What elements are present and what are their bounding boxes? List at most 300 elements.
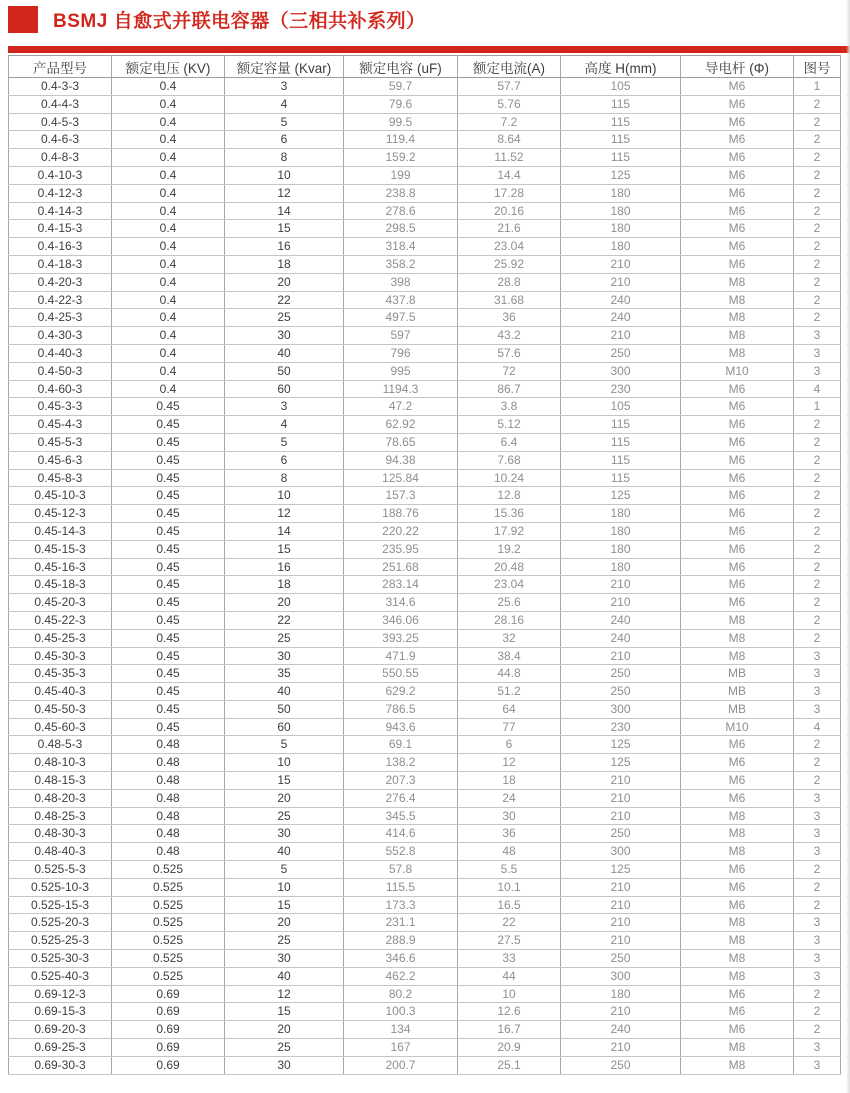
table-cell: 32: [458, 629, 561, 647]
table-cell: 57.8: [344, 861, 458, 879]
table-cell: 0.45: [112, 683, 225, 701]
table-cell: 2: [794, 1021, 841, 1039]
table-cell: 10: [225, 878, 344, 896]
table-cell: 3: [794, 700, 841, 718]
column-header: 产品型号: [9, 56, 112, 78]
table-cell: 40: [225, 344, 344, 362]
table-cell: 210: [561, 255, 681, 273]
table-row: [9, 789, 841, 807]
table-cell: 0.525-30-3: [9, 950, 112, 968]
table-body: [9, 78, 841, 1075]
column-header: 图号: [794, 56, 841, 78]
table-cell: 1: [794, 78, 841, 96]
table-cell: 7.68: [458, 451, 561, 469]
table-row: [9, 184, 841, 202]
table-cell: M6: [681, 416, 794, 434]
table-cell: 125: [561, 736, 681, 754]
table-cell: 0.45: [112, 487, 225, 505]
table-row: [9, 505, 841, 523]
column-header: 高度 H(mm): [561, 56, 681, 78]
table-cell: 5.5: [458, 861, 561, 879]
table-cell: 2: [794, 505, 841, 523]
table-cell: 3: [794, 950, 841, 968]
table-cell: 0.45-6-3: [9, 451, 112, 469]
table-row: [9, 647, 841, 665]
table-cell: 210: [561, 807, 681, 825]
table-cell: 5.76: [458, 95, 561, 113]
table-cell: 50: [225, 700, 344, 718]
table-cell: 16: [225, 238, 344, 256]
table-cell: M8: [681, 291, 794, 309]
table-cell: 0.4: [112, 255, 225, 273]
table-cell: M6: [681, 131, 794, 149]
table-cell: 57.7: [458, 78, 561, 96]
table-cell: 0.69: [112, 985, 225, 1003]
table-cell: M6: [681, 1003, 794, 1021]
table-cell: 25.92: [458, 255, 561, 273]
table-cell: 3: [794, 914, 841, 932]
table-row: [9, 78, 841, 96]
table-cell: 79.6: [344, 95, 458, 113]
table-cell: 78.65: [344, 433, 458, 451]
table-cell: 2: [794, 576, 841, 594]
table-cell: 0.69: [112, 1039, 225, 1057]
table-cell: 16.5: [458, 896, 561, 914]
table-cell: 0.69-25-3: [9, 1039, 112, 1057]
table-row: [9, 433, 841, 451]
table-cell: 17.92: [458, 522, 561, 540]
table-cell: 276.4: [344, 789, 458, 807]
table-cell: 157.3: [344, 487, 458, 505]
table-cell: M8: [681, 807, 794, 825]
table-cell: M6: [681, 558, 794, 576]
table-cell: 15: [225, 220, 344, 238]
table-cell: M6: [681, 113, 794, 131]
table-row: [9, 327, 841, 345]
table-cell: 0.45-50-3: [9, 700, 112, 718]
table-cell: 0.69-20-3: [9, 1021, 112, 1039]
table-cell: 497.5: [344, 309, 458, 327]
table-cell: 550.55: [344, 665, 458, 683]
table-cell: 0.4: [112, 220, 225, 238]
table-cell: 250: [561, 665, 681, 683]
table-cell: 0.525: [112, 932, 225, 950]
table-row: [9, 1039, 841, 1057]
table-cell: M10: [681, 718, 794, 736]
table-cell: 20: [225, 789, 344, 807]
table-cell: M6: [681, 255, 794, 273]
table-cell: M8: [681, 647, 794, 665]
table-cell: 358.2: [344, 255, 458, 273]
table-cell: 0.45-20-3: [9, 594, 112, 612]
table-cell: 25: [225, 1039, 344, 1057]
table-cell: 180: [561, 522, 681, 540]
table-cell: 0.4-60-3: [9, 380, 112, 398]
table-cell: M8: [681, 327, 794, 345]
table-cell: 50: [225, 362, 344, 380]
table-cell: 210: [561, 647, 681, 665]
table-cell: 0.69: [112, 1056, 225, 1074]
table-cell: 0.525-20-3: [9, 914, 112, 932]
table-cell: 251.68: [344, 558, 458, 576]
column-header: 额定电压 (KV): [112, 56, 225, 78]
table-row: [9, 772, 841, 790]
table-cell: 30: [225, 1056, 344, 1074]
table-cell: M6: [681, 754, 794, 772]
table-cell: 0.45: [112, 629, 225, 647]
table-cell: 20: [225, 1021, 344, 1039]
table-row: [9, 1021, 841, 1039]
table-cell: 0.4-12-3: [9, 184, 112, 202]
column-header: 导电杆 (Φ): [681, 56, 794, 78]
table-cell: 0.45-40-3: [9, 683, 112, 701]
table-cell: M8: [681, 932, 794, 950]
table-cell: M8: [681, 1039, 794, 1057]
table-cell: M10: [681, 362, 794, 380]
table-cell: 115: [561, 451, 681, 469]
table-row: [9, 736, 841, 754]
table-cell: 12: [225, 505, 344, 523]
table-cell: 210: [561, 789, 681, 807]
table-cell: 210: [561, 932, 681, 950]
table-cell: 462.2: [344, 967, 458, 985]
table-cell: 3: [794, 327, 841, 345]
table-cell: 15: [225, 540, 344, 558]
table-cell: M6: [681, 380, 794, 398]
table-cell: 180: [561, 985, 681, 1003]
table-cell: 3: [794, 1056, 841, 1074]
table-cell: M6: [681, 451, 794, 469]
table-row: [9, 665, 841, 683]
table-cell: 8: [225, 149, 344, 167]
table-cell: 0.525: [112, 950, 225, 968]
table-cell: 210: [561, 1039, 681, 1057]
table-row: [9, 1056, 841, 1074]
table-cell: 207.3: [344, 772, 458, 790]
table-cell: 0.45: [112, 594, 225, 612]
table-cell: 345.5: [344, 807, 458, 825]
table-cell: 125: [561, 861, 681, 879]
table-row: [9, 558, 841, 576]
table-cell: 21.6: [458, 220, 561, 238]
table-cell: 0.525-5-3: [9, 861, 112, 879]
table-row: [9, 896, 841, 914]
table-cell: 180: [561, 202, 681, 220]
table-row: [9, 238, 841, 256]
table-cell: 3: [794, 789, 841, 807]
table-cell: 30: [225, 825, 344, 843]
column-header: 额定电容 (uF): [344, 56, 458, 78]
table-cell: 0.45: [112, 469, 225, 487]
table-cell: 0.525: [112, 896, 225, 914]
table-cell: 2: [794, 985, 841, 1003]
table-cell: 2: [794, 184, 841, 202]
table-cell: 180: [561, 238, 681, 256]
table-cell: 0.45-22-3: [9, 611, 112, 629]
table-cell: 20.48: [458, 558, 561, 576]
table-cell: 230: [561, 718, 681, 736]
table-row: [9, 202, 841, 220]
table-cell: 14: [225, 522, 344, 540]
table-cell: 0.4-50-3: [9, 362, 112, 380]
table-cell: 0.45: [112, 433, 225, 451]
table-cell: M6: [681, 540, 794, 558]
table-cell: 250: [561, 683, 681, 701]
table-cell: 2: [794, 772, 841, 790]
table-cell: 159.2: [344, 149, 458, 167]
table-cell: 33: [458, 950, 561, 968]
table-cell: 2: [794, 416, 841, 434]
table-cell: 2: [794, 131, 841, 149]
table-cell: M6: [681, 594, 794, 612]
table-cell: M6: [681, 1021, 794, 1039]
table-cell: 0.4-20-3: [9, 273, 112, 291]
table-cell: 16: [225, 558, 344, 576]
table-cell: 0.48: [112, 736, 225, 754]
table-cell: 0.45-30-3: [9, 647, 112, 665]
table-cell: 398: [344, 273, 458, 291]
table-cell: 47.2: [344, 398, 458, 416]
table-cell: 0.4-15-3: [9, 220, 112, 238]
table-cell: M6: [681, 505, 794, 523]
table-cell: 2: [794, 594, 841, 612]
table-cell: 3: [794, 932, 841, 950]
table-cell: 200.7: [344, 1056, 458, 1074]
table-cell: 2: [794, 166, 841, 184]
table-row: [9, 344, 841, 362]
table-cell: 180: [561, 505, 681, 523]
table-cell: 180: [561, 558, 681, 576]
table-cell: 0.4: [112, 166, 225, 184]
table-row: [9, 398, 841, 416]
table-row: [9, 683, 841, 701]
table-cell: 0.48: [112, 772, 225, 790]
table-cell: 3: [794, 362, 841, 380]
table-cell: 3: [794, 1039, 841, 1057]
table-cell: M8: [681, 967, 794, 985]
table-cell: M6: [681, 184, 794, 202]
table-cell: 115: [561, 95, 681, 113]
table-cell: 0.45: [112, 718, 225, 736]
table-cell: 250: [561, 825, 681, 843]
table-cell: 0.45-15-3: [9, 540, 112, 558]
page-header: [8, 6, 426, 33]
table-cell: 115: [561, 131, 681, 149]
table-cell: 0.48: [112, 825, 225, 843]
table-cell: 0.525-25-3: [9, 932, 112, 950]
table-cell: M6: [681, 896, 794, 914]
table-cell: 0.525-15-3: [9, 896, 112, 914]
table-row: [9, 700, 841, 718]
table-cell: 115.5: [344, 878, 458, 896]
table-row: [9, 131, 841, 149]
table-cell: 2: [794, 291, 841, 309]
table-cell: 24: [458, 789, 561, 807]
table-cell: 30: [225, 950, 344, 968]
table-cell: 629.2: [344, 683, 458, 701]
table-cell: 0.4-4-3: [9, 95, 112, 113]
table-cell: M8: [681, 843, 794, 861]
table-cell: 3: [794, 344, 841, 362]
table-cell: 0.4: [112, 184, 225, 202]
table-cell: 11.52: [458, 149, 561, 167]
table-cell: 0.45-25-3: [9, 629, 112, 647]
table-cell: 0.48-25-3: [9, 807, 112, 825]
table-cell: 64: [458, 700, 561, 718]
table-cell: 0.4: [112, 149, 225, 167]
table-cell: 283.14: [344, 576, 458, 594]
table-row: [9, 451, 841, 469]
table-cell: 22: [225, 611, 344, 629]
table-cell: 86.7: [458, 380, 561, 398]
table-cell: 0.69-12-3: [9, 985, 112, 1003]
table-cell: 314.6: [344, 594, 458, 612]
table-cell: 8.64: [458, 131, 561, 149]
table-cell: 10.1: [458, 878, 561, 896]
table-cell: 3: [794, 807, 841, 825]
table-cell: 437.8: [344, 291, 458, 309]
table-cell: 220.22: [344, 522, 458, 540]
table-cell: 0.4: [112, 78, 225, 96]
table-cell: 4: [225, 416, 344, 434]
table-cell: 60: [225, 718, 344, 736]
table-row: [9, 985, 841, 1003]
table-row: [9, 540, 841, 558]
table-cell: 943.6: [344, 718, 458, 736]
table-cell: 0.45-60-3: [9, 718, 112, 736]
table-cell: 210: [561, 1003, 681, 1021]
table-cell: 62.92: [344, 416, 458, 434]
table-cell: 5: [225, 433, 344, 451]
table-cell: 20: [225, 914, 344, 932]
table-row: [9, 469, 841, 487]
table-cell: 5: [225, 113, 344, 131]
table-cell: 0.525: [112, 878, 225, 896]
table-cell: 0.45: [112, 700, 225, 718]
table-row: [9, 522, 841, 540]
table-cell: 0.48-20-3: [9, 789, 112, 807]
table-row: [9, 611, 841, 629]
table-row: [9, 878, 841, 896]
table-row: [9, 255, 841, 273]
table-cell: 0.4-40-3: [9, 344, 112, 362]
table-cell: 72: [458, 362, 561, 380]
table-row: [9, 825, 841, 843]
table-cell: 393.25: [344, 629, 458, 647]
table-cell: 0.4-5-3: [9, 113, 112, 131]
table-cell: 0.45: [112, 576, 225, 594]
scan-edge-shading: [846, 0, 850, 1093]
table-cell: 2: [794, 255, 841, 273]
table-cell: 0.45: [112, 416, 225, 434]
table-cell: 552.8: [344, 843, 458, 861]
table-cell: 14.4: [458, 166, 561, 184]
table-cell: 300: [561, 843, 681, 861]
table-cell: 10: [458, 985, 561, 1003]
table-cell: 0.4: [112, 344, 225, 362]
table-cell: M6: [681, 433, 794, 451]
table-cell: 2: [794, 220, 841, 238]
table-cell: 12: [225, 985, 344, 1003]
table-cell: 38.4: [458, 647, 561, 665]
table-row: [9, 309, 841, 327]
table-cell: 2: [794, 736, 841, 754]
table-cell: 44: [458, 967, 561, 985]
table-cell: 14: [225, 202, 344, 220]
table-cell: 10: [225, 166, 344, 184]
table-cell: 115: [561, 469, 681, 487]
table-cell: 10: [225, 487, 344, 505]
table-cell: 240: [561, 309, 681, 327]
table-cell: 796: [344, 344, 458, 362]
table-cell: M6: [681, 878, 794, 896]
table-cell: 43.2: [458, 327, 561, 345]
table-cell: 0.48-5-3: [9, 736, 112, 754]
table-cell: 25.1: [458, 1056, 561, 1074]
table-cell: M6: [681, 398, 794, 416]
table-cell: 180: [561, 220, 681, 238]
table-cell: 5.12: [458, 416, 561, 434]
table-cell: 77: [458, 718, 561, 736]
table-cell: 0.45: [112, 398, 225, 416]
table-cell: 3: [225, 78, 344, 96]
table-cell: 0.4: [112, 202, 225, 220]
table-cell: 40: [225, 683, 344, 701]
table-cell: 40: [225, 967, 344, 985]
table-cell: M6: [681, 238, 794, 256]
table-cell: 0.4-8-3: [9, 149, 112, 167]
table-cell: 57.6: [458, 344, 561, 362]
table-cell: 0.45-16-3: [9, 558, 112, 576]
table-row: [9, 1003, 841, 1021]
table-cell: M6: [681, 202, 794, 220]
table-cell: 199: [344, 166, 458, 184]
table-cell: 31.68: [458, 291, 561, 309]
table-cell: MB: [681, 665, 794, 683]
table-cell: 0.4: [112, 131, 225, 149]
table-row: [9, 718, 841, 736]
table-cell: 12.6: [458, 1003, 561, 1021]
table-cell: 36: [458, 825, 561, 843]
table-cell: 60: [225, 380, 344, 398]
table-cell: 25: [225, 932, 344, 950]
table-cell: 100.3: [344, 1003, 458, 1021]
table-cell: 0.48-15-3: [9, 772, 112, 790]
table-cell: 230: [561, 380, 681, 398]
table-cell: 1: [794, 398, 841, 416]
table-cell: 17.28: [458, 184, 561, 202]
table-cell: M6: [681, 789, 794, 807]
table-cell: 0.4-3-3: [9, 78, 112, 96]
table-cell: M6: [681, 576, 794, 594]
table-cell: 15: [225, 1003, 344, 1021]
table-cell: 250: [561, 344, 681, 362]
table-cell: 0.525-40-3: [9, 967, 112, 985]
table-cell: 0.45-10-3: [9, 487, 112, 505]
table-cell: 0.45-18-3: [9, 576, 112, 594]
table-cell: 20: [225, 273, 344, 291]
table-cell: 3: [794, 665, 841, 683]
table-cell: 115: [561, 433, 681, 451]
table-cell: 346.06: [344, 611, 458, 629]
table-cell: 2: [794, 878, 841, 896]
table-cell: 0.4-10-3: [9, 166, 112, 184]
table-cell: 0.48: [112, 807, 225, 825]
title-accent-square: [8, 6, 38, 33]
table-cell: M8: [681, 273, 794, 291]
table-cell: 2: [794, 522, 841, 540]
table-cell: 0.48: [112, 843, 225, 861]
